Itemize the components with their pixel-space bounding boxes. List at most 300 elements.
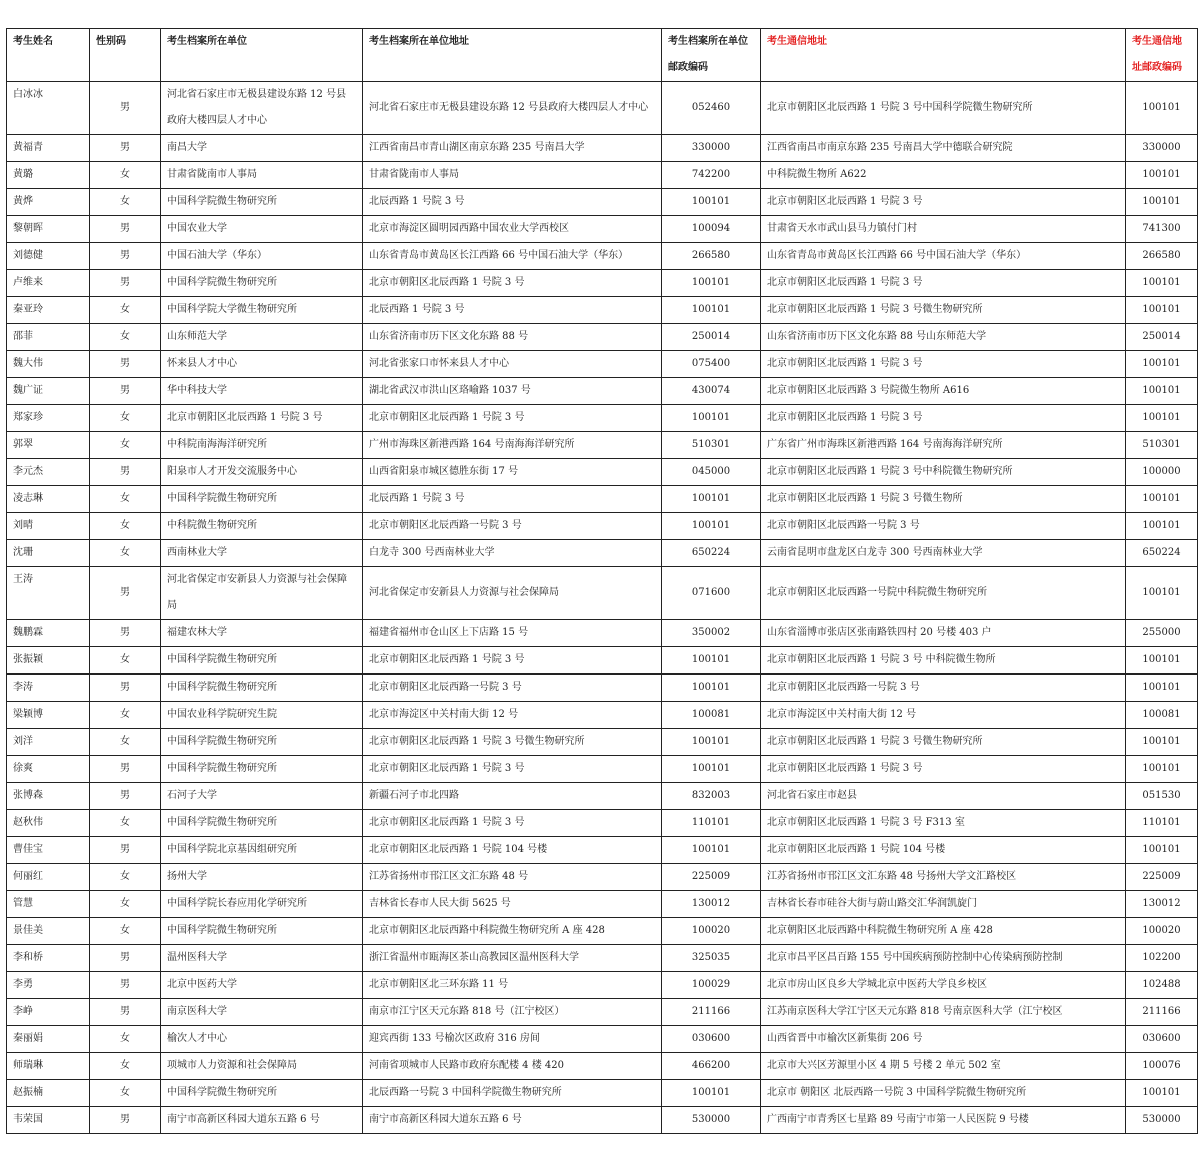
- cell-mail-address: 北京市朝阳区北辰西路 1 号院 3 号: [761, 189, 1126, 216]
- cell-unit-address: 河北省石家庄市无极县建设东路 12 号县政府大楼四层人才中心: [363, 82, 662, 135]
- cell-mail-zip: 741300: [1126, 216, 1198, 243]
- cell-gender: 男: [90, 945, 161, 972]
- cell-name: 曹佳宝: [7, 837, 90, 864]
- cell-unit-address: 北京市朝阳区北辰西路 1 号院 3 号: [363, 810, 662, 837]
- cell-unit-address: 甘肃省陇南市人事局: [363, 162, 662, 189]
- cell-mail-address: 北京市 朝阳区 北辰西路一号院 3 中国科学院微生物研究所: [761, 1080, 1126, 1107]
- cell-unit-zip: 211166: [662, 999, 761, 1026]
- cell-name: 张振颖: [7, 647, 90, 675]
- cell-unit-address: 迎宾西街 133 号榆次区政府 316 房间: [363, 1026, 662, 1053]
- cell-mail-address: 北京市朝阳区北辰西路 1 号院 3 号: [761, 405, 1126, 432]
- cell-gender: 女: [90, 864, 161, 891]
- cell-gender: 男: [90, 756, 161, 783]
- cell-unit-address: 南宁市高新区科园大道东五路 6 号: [363, 1107, 662, 1134]
- cell-gender: 女: [90, 324, 161, 351]
- header-mail-zip: 考生通信地址邮政编码: [1126, 29, 1198, 82]
- cell-mail-address: 北京市大兴区芳源里小区 4 期 5 号楼 2 单元 502 室: [761, 1053, 1126, 1080]
- cell-mail-zip: 100101: [1126, 351, 1198, 378]
- cell-unit: 北京中医药大学: [161, 972, 363, 999]
- cell-unit: 中科院南海海洋研究所: [161, 432, 363, 459]
- cell-mail-zip: 100101: [1126, 729, 1198, 756]
- cell-mail-address: 北京市房山区良乡大学城北京中医药大学良乡校区: [761, 972, 1126, 999]
- cell-name: 凌志琳: [7, 486, 90, 513]
- cell-unit-address: 浙江省温州市瓯海区茶山高教园区温州医科大学: [363, 945, 662, 972]
- cell-unit: 甘肃省陇南市人事局: [161, 162, 363, 189]
- cell-unit: 怀来县人才中心: [161, 351, 363, 378]
- cell-mail-zip: 100101: [1126, 82, 1198, 135]
- cell-name: 刘德健: [7, 243, 90, 270]
- cell-unit: 河北省保定市安新县人力资源与社会保障局: [161, 567, 363, 620]
- cell-name: 秦丽娟: [7, 1026, 90, 1053]
- cell-gender: 女: [90, 1026, 161, 1053]
- cell-unit-zip: 325035: [662, 945, 761, 972]
- cell-gender: 男: [90, 270, 161, 297]
- cell-unit-address: 北京市朝阳区北辰西路 1 号院 3 号微生物研究所: [363, 729, 662, 756]
- cell-gender: 男: [90, 135, 161, 162]
- cell-mail-zip: 250014: [1126, 324, 1198, 351]
- cell-gender: 女: [90, 1080, 161, 1107]
- table-row: [7, 351, 1198, 378]
- cell-mail-zip: 100081: [1126, 702, 1198, 729]
- table-row: [7, 1053, 1198, 1080]
- cell-mail-zip: 100101: [1126, 162, 1198, 189]
- cell-gender: 女: [90, 918, 161, 945]
- table-row: [7, 270, 1198, 297]
- table-row: [7, 945, 1198, 972]
- cell-unit-zip: 100101: [662, 297, 761, 324]
- cell-unit: 北京市朝阳区北辰西路 1 号院 3 号: [161, 405, 363, 432]
- cell-gender: 女: [90, 432, 161, 459]
- cell-unit: 阳泉市人才开发交流服务中心: [161, 459, 363, 486]
- cell-unit: 中国石油大学（华东）: [161, 243, 363, 270]
- cell-unit: 华中科技大学: [161, 378, 363, 405]
- cell-name: 管慧: [7, 891, 90, 918]
- cell-mail-address: 北京市朝阳区北辰西路 1 号院 3 号中国科学院微生物研究所: [761, 82, 1126, 135]
- cell-name: 徐爽: [7, 756, 90, 783]
- cell-name: 李勇: [7, 972, 90, 999]
- cell-name: 郭翠: [7, 432, 90, 459]
- cell-unit: 温州医科大学: [161, 945, 363, 972]
- cell-gender: 男: [90, 620, 161, 647]
- cell-gender: 女: [90, 810, 161, 837]
- cell-gender: 女: [90, 513, 161, 540]
- cell-gender: 男: [90, 351, 161, 378]
- table-row: [7, 189, 1198, 216]
- cell-unit-zip: 100101: [662, 270, 761, 297]
- table-row: [7, 810, 1198, 837]
- cell-unit-address: 河南省项城市人民路市政府东配楼 4 楼 420: [363, 1053, 662, 1080]
- cell-unit-zip: 266580: [662, 243, 761, 270]
- cell-unit-zip: 100101: [662, 647, 761, 675]
- cell-mail-zip: 100000: [1126, 459, 1198, 486]
- cell-unit: 中国科学院微生物研究所: [161, 647, 363, 675]
- cell-mail-address: 江苏省扬州市邗江区文汇东路 48 号扬州大学文汇路校区: [761, 864, 1126, 891]
- table-row: [7, 1026, 1198, 1053]
- cell-mail-zip: 100101: [1126, 405, 1198, 432]
- cell-mail-zip: 100101: [1126, 756, 1198, 783]
- table-row: [7, 620, 1198, 647]
- cell-gender: 女: [90, 647, 161, 675]
- cell-unit-zip: 430074: [662, 378, 761, 405]
- table-row: [7, 972, 1198, 999]
- cell-mail-address: 北京市朝阳区北辰西路 1 号院 3 号 F313 室: [761, 810, 1126, 837]
- cell-mail-zip: 100101: [1126, 189, 1198, 216]
- cell-mail-address: 北京朝阳区北辰西路中科院微生物研究所 A 座 428: [761, 918, 1126, 945]
- cell-gender: 女: [90, 1053, 161, 1080]
- cell-mail-zip: 330000: [1126, 135, 1198, 162]
- cell-unit: 中国农业大学: [161, 216, 363, 243]
- cell-mail-zip: 110101: [1126, 810, 1198, 837]
- cell-unit-address: 北辰西路 1 号院 3 号: [363, 297, 662, 324]
- cell-mail-zip: 530000: [1126, 1107, 1198, 1134]
- cell-unit-zip: 466200: [662, 1053, 761, 1080]
- cell-mail-address: 广西南宁市青秀区七星路 89 号南宁市第一人民医院 9 号楼: [761, 1107, 1126, 1134]
- table-row: [7, 891, 1198, 918]
- cell-mail-zip: 100101: [1126, 378, 1198, 405]
- cell-unit-zip: 250014: [662, 324, 761, 351]
- cell-unit-address: 南京市江宁区天元东路 818 号（江宁校区）: [363, 999, 662, 1026]
- cell-unit-zip: 052460: [662, 82, 761, 135]
- cell-mail-address: 北京市朝阳区北辰西路 1 号院 3 号微生物研究所: [761, 297, 1126, 324]
- cell-unit-zip: 100101: [662, 189, 761, 216]
- cell-name: 李峥: [7, 999, 90, 1026]
- cell-mail-zip: 225009: [1126, 864, 1198, 891]
- cell-unit-address: 北京市海淀区中关村南大街 12 号: [363, 702, 662, 729]
- cell-unit: 扬州大学: [161, 864, 363, 891]
- table-row: [7, 135, 1198, 162]
- cell-unit-zip: 530000: [662, 1107, 761, 1134]
- cell-gender: 男: [90, 1107, 161, 1134]
- table-row: [7, 82, 1198, 135]
- cell-mail-address: 甘肃省天水市武山县马力镇付门村: [761, 216, 1126, 243]
- cell-unit: 山东师范大学: [161, 324, 363, 351]
- table-row: [7, 459, 1198, 486]
- cell-unit-zip: 225009: [662, 864, 761, 891]
- cell-name: 白冰冰: [7, 82, 90, 135]
- cell-mail-address: 北京市朝阳区北辰西路 3 号院微生物所 A616: [761, 378, 1126, 405]
- cell-unit-zip: 100101: [662, 674, 761, 702]
- cell-mail-address: 北京市朝阳区北辰西路 1 号院 104 号楼: [761, 837, 1126, 864]
- cell-unit-address: 北京市朝阳区北辰西路一号院 3 号: [363, 513, 662, 540]
- cell-mail-address: 北京市朝阳区北辰西路 1 号院 3 号: [761, 756, 1126, 783]
- cell-unit-address: 北京市朝阳区北辰西路 1 号院 3 号: [363, 756, 662, 783]
- cell-mail-address: 河北省石家庄市赵县: [761, 783, 1126, 810]
- cell-unit-address: 北辰西路一号院 3 中国科学院微生物研究所: [363, 1080, 662, 1107]
- table-row: [7, 674, 1198, 702]
- cell-gender: 女: [90, 486, 161, 513]
- cell-gender: 男: [90, 378, 161, 405]
- cell-mail-address: 中科院微生物所 A622: [761, 162, 1126, 189]
- cell-gender: 女: [90, 162, 161, 189]
- cell-mail-zip: 100101: [1126, 270, 1198, 297]
- table-row: [7, 567, 1198, 620]
- cell-name: 秦亚玲: [7, 297, 90, 324]
- cell-unit: 中国科学院北京基因组研究所: [161, 837, 363, 864]
- cell-mail-zip: 100101: [1126, 1080, 1198, 1107]
- cell-unit-address: 江西省南昌市青山湖区南京东路 235 号南昌大学: [363, 135, 662, 162]
- cell-name: 赵振楠: [7, 1080, 90, 1107]
- table-row: [7, 432, 1198, 459]
- cell-unit-zip: 650224: [662, 540, 761, 567]
- cell-gender: 女: [90, 891, 161, 918]
- header-unit-address: 考生档案所在单位地址: [363, 29, 662, 82]
- cell-unit-zip: 100029: [662, 972, 761, 999]
- table-row: [7, 324, 1198, 351]
- cell-unit-address: 河北省保定市安新县人力资源与社会保障局: [363, 567, 662, 620]
- cell-mail-zip: 102200: [1126, 945, 1198, 972]
- cell-unit: 河北省石家庄市无极县建设东路 12 号县政府大楼四层人才中心: [161, 82, 363, 135]
- cell-mail-address: 北京市昌平区昌百路 155 号中国疾病预防控制中心传染病预防控制: [761, 945, 1126, 972]
- cell-unit-address: 湖北省武汉市洪山区珞喻路 1037 号: [363, 378, 662, 405]
- cell-unit: 中国科学院微生物研究所: [161, 270, 363, 297]
- cell-name: 梁颖博: [7, 702, 90, 729]
- cell-unit-zip: 350002: [662, 620, 761, 647]
- cell-gender: 女: [90, 540, 161, 567]
- cell-mail-address: 北京市朝阳区北辰西路 1 号院 3 号微生物研究所: [761, 729, 1126, 756]
- cell-unit: 项城市人力资源和社会保障局: [161, 1053, 363, 1080]
- table-row: [7, 243, 1198, 270]
- cell-mail-address: 山东省青岛市黄岛区长江西路 66 号中国石油大学（华东）: [761, 243, 1126, 270]
- cell-mail-address: 江西省南昌市南京东路 235 号南昌大学中德联合研究院: [761, 135, 1126, 162]
- cell-unit: 南宁市高新区科园大道东五路 6 号: [161, 1107, 363, 1134]
- cell-unit: 中国科学院大学微生物研究所: [161, 297, 363, 324]
- cell-unit-zip: 075400: [662, 351, 761, 378]
- table-row: [7, 918, 1198, 945]
- cell-name: 黄璐: [7, 162, 90, 189]
- cell-unit: 南京医科大学: [161, 999, 363, 1026]
- header-row: [7, 29, 1198, 82]
- cell-mail-zip: 030600: [1126, 1026, 1198, 1053]
- cell-name: 卢维来: [7, 270, 90, 297]
- cell-gender: 男: [90, 674, 161, 702]
- cell-name: 黎朝晖: [7, 216, 90, 243]
- cell-mail-zip: 100101: [1126, 837, 1198, 864]
- header-mail-address: 考生通信地址: [761, 29, 1126, 82]
- cell-unit-address: 河北省张家口市怀来县人才中心: [363, 351, 662, 378]
- table-row: [7, 405, 1198, 432]
- cell-name: 魏大伟: [7, 351, 90, 378]
- cell-mail-zip: 211166: [1126, 999, 1198, 1026]
- cell-mail-address: 北京市朝阳区北辰西路一号院 3 号: [761, 513, 1126, 540]
- table-row: [7, 999, 1198, 1026]
- cell-unit: 中科院微生物研究所: [161, 513, 363, 540]
- cell-unit: 西南林业大学: [161, 540, 363, 567]
- cell-name: 黄福青: [7, 135, 90, 162]
- cell-unit-zip: 130012: [662, 891, 761, 918]
- cell-mail-zip: 255000: [1126, 620, 1198, 647]
- cell-unit-address: 北京市朝阳区北辰西路一号院 3 号: [363, 674, 662, 702]
- cell-gender: 男: [90, 837, 161, 864]
- cell-unit-zip: 100094: [662, 216, 761, 243]
- cell-unit-address: 江苏省扬州市邗江区文汇东路 48 号: [363, 864, 662, 891]
- cell-mail-address: 北京市朝阳区北辰西路一号院 3 号: [761, 674, 1126, 702]
- cell-unit: 中国科学院微生物研究所: [161, 486, 363, 513]
- cell-gender: 女: [90, 702, 161, 729]
- cell-mail-zip: 266580: [1126, 243, 1198, 270]
- table-row: [7, 1107, 1198, 1134]
- cell-mail-address: 云南省昆明市盘龙区白龙寺 300 号西南林业大学: [761, 540, 1126, 567]
- cell-mail-zip: 510301: [1126, 432, 1198, 459]
- cell-mail-zip: 100101: [1126, 297, 1198, 324]
- cell-unit-zip: 100101: [662, 1080, 761, 1107]
- cell-mail-address: 北京市朝阳区北辰西路 1 号院 3 号微生物所: [761, 486, 1126, 513]
- cell-unit: 福建农林大学: [161, 620, 363, 647]
- cell-name: 邵菲: [7, 324, 90, 351]
- cell-mail-address: 北京市朝阳区北辰西路一号院中科院微生物研究所: [761, 567, 1126, 620]
- cell-name: 赵秋伟: [7, 810, 90, 837]
- cell-unit-zip: 742200: [662, 162, 761, 189]
- table-row: [7, 837, 1198, 864]
- cell-gender: 男: [90, 216, 161, 243]
- cell-unit-zip: 045000: [662, 459, 761, 486]
- cell-gender: 男: [90, 972, 161, 999]
- table-row: [7, 756, 1198, 783]
- cell-name: 李元杰: [7, 459, 90, 486]
- cell-mail-zip: 102488: [1126, 972, 1198, 999]
- cell-unit-address: 北京市朝阳区北辰西路 1 号院 3 号: [363, 405, 662, 432]
- cell-unit-address: 山东省青岛市黄岛区长江西路 66 号中国石油大学（华东）: [363, 243, 662, 270]
- cell-unit-address: 北辰西路 1 号院 3 号: [363, 486, 662, 513]
- cell-unit-zip: 330000: [662, 135, 761, 162]
- cell-gender: 男: [90, 783, 161, 810]
- cell-unit: 中国科学院微生物研究所: [161, 756, 363, 783]
- cell-mail-zip: 100101: [1126, 486, 1198, 513]
- table-body: [7, 82, 1198, 1134]
- cell-gender: 女: [90, 405, 161, 432]
- table-row: [7, 783, 1198, 810]
- cell-gender: 女: [90, 297, 161, 324]
- cell-unit-address: 北京市朝阳区北辰西路中科院微生物研究所 A 座 428: [363, 918, 662, 945]
- cell-name: 景佳美: [7, 918, 90, 945]
- cell-unit-zip: 510301: [662, 432, 761, 459]
- header-name: 考生姓名: [7, 29, 90, 82]
- cell-unit: 中国农业科学院研究生院: [161, 702, 363, 729]
- table-row: [7, 864, 1198, 891]
- cell-unit-address: 北京市海淀区圆明园西路中国农业大学西校区: [363, 216, 662, 243]
- cell-unit-zip: 100101: [662, 837, 761, 864]
- table-row: [7, 702, 1198, 729]
- cell-unit-zip: 100101: [662, 405, 761, 432]
- cell-name: 郑家珍: [7, 405, 90, 432]
- cell-mail-address: 北京市朝阳区北辰西路 1 号院 3 号 中科院微生物所: [761, 647, 1126, 675]
- cell-mail-address: 山东省济南市历下区文化东路 88 号山东师范大学: [761, 324, 1126, 351]
- header-gender: 性别码: [90, 29, 161, 82]
- cell-mail-address: 北京市海淀区中关村南大街 12 号: [761, 702, 1126, 729]
- cell-mail-zip: 051530: [1126, 783, 1198, 810]
- table-row: [7, 540, 1198, 567]
- cell-mail-zip: 100020: [1126, 918, 1198, 945]
- cell-name: 师瑞琳: [7, 1053, 90, 1080]
- cell-mail-zip: 100101: [1126, 513, 1198, 540]
- applicant-table: [6, 28, 1198, 1134]
- header-unit: 考生档案所在单位: [161, 29, 363, 82]
- cell-unit-address: 北京市朝阳区北辰西路 1 号院 104 号楼: [363, 837, 662, 864]
- cell-unit-zip: 030600: [662, 1026, 761, 1053]
- cell-mail-zip: 650224: [1126, 540, 1198, 567]
- cell-unit: 南昌大学: [161, 135, 363, 162]
- cell-gender: 男: [90, 999, 161, 1026]
- cell-unit: 中国科学院微生物研究所: [161, 810, 363, 837]
- cell-unit-zip: 110101: [662, 810, 761, 837]
- cell-mail-address: 北京市朝阳区北辰西路 1 号院 3 号中科院微生物研究所: [761, 459, 1126, 486]
- cell-mail-zip: 130012: [1126, 891, 1198, 918]
- applicant-table-container: [6, 28, 1198, 1134]
- cell-mail-address: 北京市朝阳区北辰西路 1 号院 3 号: [761, 270, 1126, 297]
- cell-unit-zip: 071600: [662, 567, 761, 620]
- cell-mail-zip: 100101: [1126, 647, 1198, 675]
- cell-mail-address: 吉林省长春市硅谷大街与蔚山路交汇华润凯旋门: [761, 891, 1126, 918]
- cell-unit: 中国科学院微生物研究所: [161, 189, 363, 216]
- cell-unit-zip: 100101: [662, 486, 761, 513]
- cell-unit-address: 福建省福州市仓山区上下店路 15 号: [363, 620, 662, 647]
- cell-unit: 中国科学院长春应用化学研究所: [161, 891, 363, 918]
- cell-unit-address: 广州市海珠区新港西路 164 号南海海洋研究所: [363, 432, 662, 459]
- cell-unit: 中国科学院微生物研究所: [161, 729, 363, 756]
- cell-mail-zip: 100101: [1126, 674, 1198, 702]
- table-row: [7, 1080, 1198, 1107]
- cell-name: 刘洋: [7, 729, 90, 756]
- table-row: [7, 513, 1198, 540]
- cell-gender: 男: [90, 567, 161, 620]
- cell-name: 王涛: [7, 567, 90, 620]
- cell-unit-address: 山西省阳泉市城区德胜东街 17 号: [363, 459, 662, 486]
- cell-mail-address: 北京市朝阳区北辰西路 1 号院 3 号: [761, 351, 1126, 378]
- table-row: [7, 378, 1198, 405]
- table-row: [7, 647, 1198, 675]
- cell-name: 黄烨: [7, 189, 90, 216]
- table-row: [7, 486, 1198, 513]
- cell-name: 魏广证: [7, 378, 90, 405]
- cell-name: 魏鹏霖: [7, 620, 90, 647]
- cell-mail-address: 广东省广州市海珠区新港西路 164 号南海海洋研究所: [761, 432, 1126, 459]
- cell-unit-address: 北京市朝阳区北辰西路 1 号院 3 号: [363, 270, 662, 297]
- cell-unit: 中国科学院微生物研究所: [161, 918, 363, 945]
- cell-unit-address: 北辰西路 1 号院 3 号: [363, 189, 662, 216]
- cell-gender: 男: [90, 82, 161, 135]
- cell-mail-address: 山西省晋中市榆次区新集街 206 号: [761, 1026, 1126, 1053]
- cell-unit: 石河子大学: [161, 783, 363, 810]
- cell-name: 张博森: [7, 783, 90, 810]
- cell-mail-address: 江苏南京医科大学江宁区天元东路 818 号南京医科大学（江宁校区: [761, 999, 1126, 1026]
- cell-gender: 女: [90, 729, 161, 756]
- cell-unit: 榆次人才中心: [161, 1026, 363, 1053]
- cell-name: 韦荣国: [7, 1107, 90, 1134]
- cell-unit-zip: 100101: [662, 756, 761, 783]
- cell-unit: 中国科学院微生物研究所: [161, 1080, 363, 1107]
- cell-unit-zip: 100101: [662, 513, 761, 540]
- table-row: [7, 162, 1198, 189]
- cell-gender: 男: [90, 459, 161, 486]
- table-row: [7, 729, 1198, 756]
- cell-unit-address: 吉林省长春市人民大街 5625 号: [363, 891, 662, 918]
- cell-unit-address: 山东省济南市历下区文化东路 88 号: [363, 324, 662, 351]
- cell-mail-zip: 100076: [1126, 1053, 1198, 1080]
- cell-name: 李和桥: [7, 945, 90, 972]
- cell-unit-address: 北京市朝阳区北三环东路 11 号: [363, 972, 662, 999]
- cell-unit-address: 新疆石河子市北四路: [363, 783, 662, 810]
- table-row: [7, 216, 1198, 243]
- cell-gender: 男: [90, 243, 161, 270]
- cell-unit-zip: 100081: [662, 702, 761, 729]
- cell-unit-address: 北京市朝阳区北辰西路 1 号院 3 号: [363, 647, 662, 675]
- table-row: [7, 297, 1198, 324]
- cell-unit-zip: 100101: [662, 729, 761, 756]
- cell-name: 刘晴: [7, 513, 90, 540]
- cell-mail-address: 山东省淄博市张店区张南路铁四村 20 号楼 403 户: [761, 620, 1126, 647]
- cell-unit-zip: 832003: [662, 783, 761, 810]
- header-unit-zip: 考生档案所在单位邮政编码: [662, 29, 761, 82]
- cell-name: 李涛: [7, 674, 90, 702]
